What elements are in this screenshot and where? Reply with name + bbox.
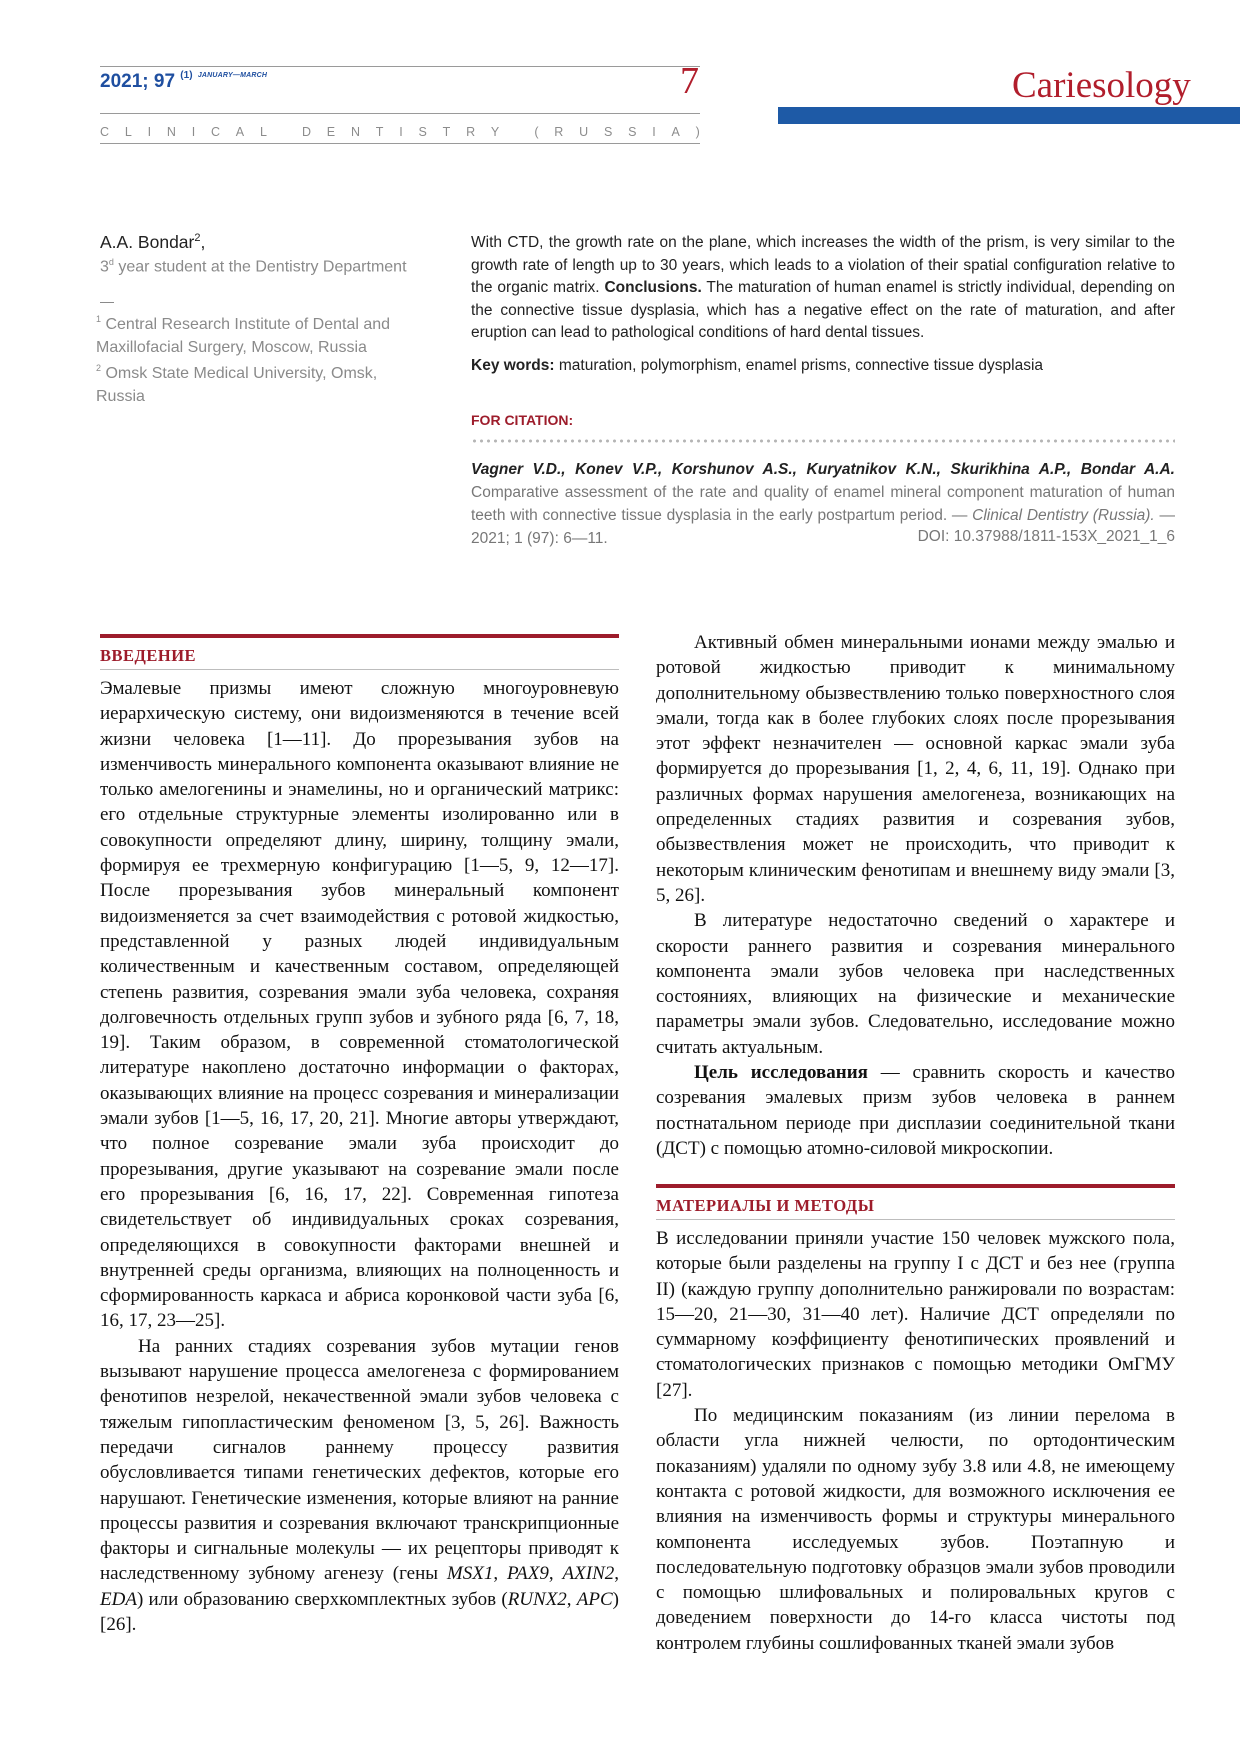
- gene-sep-2: ,: [548, 1563, 563, 1585]
- keywords-text: maturation, polymorphism, enamel prisms, connective tissue dysplasia: [554, 357, 1044, 374]
- citation-doi-line: [471, 528, 1175, 546]
- journal-letter: N: [350, 125, 360, 139]
- section-color-bar: [778, 107, 1240, 124]
- intro-paragraph-1: Эмалевые призмы имеют сложную многоуровневую иерархическую систему, они видоизменяются в течение всей жизни человека [1—11]. До прорезывания зубов на изменчивость минерального компонента оказывают влияние не только амелогенины и энамелины, но и органический матрикс: его отдельные структурные элементы изолированно или в совокупности определяют длину, ширину, толщину эмали, формируя ее трехмерную конфигурацию [1—5, 9, 12—17]. После прорезывания зубов минеральный компонент видоизменяется за счет взаимодействия с ротовой жидкостью, представленной у разных людей индивидуальным количественным и качественным составом, определяющей степень развития, созревания эмали зуба человека, сохраняя долговечность отдельных групп зубов и зубного ряда [6, 7, 18, 19]. Таким образом, в современной стоматологической литературе накоплено достаточно информации о факторах, оказывающих влияние на процесс созревания и минерализации эмали зубов [1—5, 16, 17, 20, 21]. Многие авторы утверждают, что полное созревание эмали зуба происходит до прорезывания, другие указывают на созревание эмали после его прорезывания [6, 16, 17, 22]. Современная гипотеза свидетельствует об индивидуальных сроках созревания, определяющихся в совокупности факторами внешней и внутренней среды организма, влияющих на полноценность и сформированность каркаса и абриса коронковой части зуба [6, 16, 17, 23—25].: [100, 678, 619, 1332]
- right-column: [656, 630, 1175, 1161]
- aim-paragraph: [656, 1060, 1175, 1161]
- affiliation-1-sup: 1: [96, 314, 102, 324]
- gene-runx2: RUNX2: [507, 1588, 567, 1610]
- aim-text: — сравнить скорость и качество созревания эмалевых призм зубов человека в раннем постнатальном периоде при дисплазии соединительной ткани (ДСТ) с помощью атомно-силовой микроскопии.: [656, 1062, 1175, 1159]
- journal-letter: [515, 125, 518, 139]
- gene-apc: APC: [576, 1588, 613, 1610]
- journal-letter: I: [399, 125, 403, 139]
- methods-column: [656, 1226, 1175, 1656]
- header-bottom-rule: [100, 143, 700, 144]
- journal-letter: R: [466, 125, 476, 139]
- page-number: 7: [680, 60, 699, 102]
- affiliation-2: [96, 357, 426, 408]
- citation-dotted-divider: [471, 439, 1175, 443]
- journal-letter: (: [534, 125, 539, 139]
- methods-heading-rule: [656, 1184, 1175, 1188]
- methods-heading: МАТЕРИАЛЫ И МЕТОДЫ: [656, 1196, 875, 1215]
- gene-pax9: PAX9: [507, 1563, 549, 1585]
- journal-letter: T: [442, 125, 451, 139]
- affiliation-1: [96, 308, 426, 359]
- gene-eda: EDA: [100, 1588, 137, 1610]
- author-name-sup: 2: [194, 232, 201, 245]
- journal-letter: S: [418, 125, 427, 139]
- affiliation-1-text: Central Research Institute of Dental and Maxillofacial Surgery, Moscow, Russia: [96, 316, 391, 356]
- intro-paragraph-2-c: ) [26].: [100, 1588, 619, 1635]
- journal-letter: L: [124, 125, 132, 139]
- intro-paragraph-2-a: На ранних стадиях созревания зубов мутации генов вызывают нарушение процесса амелогенеза с формированием фенотипов незрелой, некачественной эмали зубов человека с тяжелым гипопластическим феноменом [3, 5, 26]. Важность передачи сигналов раннему процессу развития обусловливается типами генетических дефектов, которые его нарушают. Генетические изменения, которые влияют на ранние процессы развития и созревания включают транскрипционные факторы и сигнальные молекулы — их рецепторы приводят к наследственному зубному агенезу (гены: [100, 1335, 619, 1585]
- author-role-text: year student at the Dentistry Department: [113, 258, 407, 276]
- affiliation-2-sup: 2: [96, 363, 102, 373]
- conclusions-label: Conclusions.: [604, 279, 702, 296]
- journal-letter: T: [375, 125, 384, 139]
- issue-label: [100, 70, 267, 93]
- section-title: Cariesology: [1012, 65, 1191, 106]
- journal-letter: E: [326, 125, 336, 139]
- journal-letter: A: [671, 125, 680, 139]
- journal-letter: I: [191, 125, 196, 139]
- journal-letter: Y: [490, 125, 500, 139]
- author-name: A.A. Bondar$^2$,: [100, 232, 206, 252]
- affiliations-rule: [100, 302, 114, 303]
- header-mid-rule: [100, 113, 700, 114]
- left-column: [100, 676, 619, 1637]
- intro-heading: ВВЕДЕНИЕ: [100, 646, 197, 665]
- abstract: [471, 232, 1175, 345]
- citation-heading: FOR CITATION:: [471, 412, 574, 428]
- keywords-label: Key words:: [471, 357, 555, 374]
- journal-letter: I: [147, 125, 152, 139]
- journal-letter: N: [166, 125, 176, 139]
- journal-letter: S: [603, 125, 613, 139]
- keywords: [471, 357, 1043, 375]
- affiliation-2-text: Omsk State Medical University, Omsk, Russia: [96, 365, 378, 405]
- citation-authors: Vagner V.D., Konev V.P., Korshunov A.S., Kuryatnikov K.N., Skurikhina A.P., Bondar A.A.: [471, 461, 1175, 478]
- author-role: 3$^d$ year student at the Dentistry Department: [100, 257, 407, 276]
- journal-letter: ): [695, 125, 700, 139]
- gene-sep-3: ,: [614, 1563, 620, 1585]
- issue-months: JANUARY—MARCH: [197, 72, 268, 79]
- right-paragraph-1: Активный обмен минеральными ионами между эмалью и ротовой жидкостью приводит к минимальному дополнительному обызвествлению только поверхностного слоя эмали, тогда как в более глубоких слоях после прорезывания этот эффект незначителен — основной каркас эмали зуба формируется до прорезывания [1, 2, 4, 6, 11, 19]. Однако при различных формах нарушения амелогенеза, возникающих на определенных стадиях развития и созревания зубов, обызвествления может не происходить, что приводит к некоторым клиническим фенотипам и внешнему виду эмали [3, 5, 26].: [656, 632, 1175, 906]
- citation-doi: DOI: 10.37988/1811-153X_2021_1_6: [917, 528, 1175, 545]
- intro-paragraph-2-b: ) или образованию сверхкомплектных зубов (: [136, 1588, 508, 1610]
- methods-paragraph-1: В исследовании приняли участие 150 человек мужского пола, которые были разделены на группу I с ДСТ и без нее (группа II) (каждую группу дополнительно ранжировали по возрастам: 15—20, 21—30, 31—40 лет). Наличие ДСТ определяли по суммарному коэффициенту фенотипических проявлений и стоматологических признаков с помощью методики ОмГМУ [27].: [656, 1228, 1175, 1401]
- right-paragraph-2: В литературе недостаточно сведений о характере и скорости раннего развития и созревания минерального компонента эмали зубов человека при наследственных состояниях, влияющих на физические и механические параметры эмали зубов. Следовательно, исследование можно считать актуальным.: [656, 910, 1175, 1058]
- intro-heading-rule: [100, 634, 619, 638]
- author-role-sup: d: [108, 257, 114, 267]
- methods-heading-underline: [656, 1219, 1175, 1220]
- journal-letter: C: [100, 125, 110, 139]
- journal-letter: U: [579, 125, 589, 139]
- issue-number: (1): [180, 70, 193, 81]
- journal-letter: C: [210, 125, 220, 139]
- intro-paragraph-2: [100, 1334, 619, 1638]
- citation-text: Comparative assessment of the rate and quality of enamel mineral component maturation of human teeth with connective tissue dysplasia in the early postpartum period. —: [471, 484, 1175, 524]
- journal-letter: S: [628, 125, 637, 139]
- gene-axin2: AXIN2: [562, 1563, 615, 1585]
- aim-label: Цель исследования: [694, 1062, 868, 1084]
- gene-sep-1: ,: [493, 1563, 508, 1585]
- journal-letter: I: [652, 125, 656, 139]
- conclusions-text: The maturation of human enamel is strictly individual, depending on the connective tissue dysplasia, which has a negative effect on the rate of maturation, and after eruption can lead to pathological conditions of hard dental tissues.: [471, 279, 1175, 341]
- intro-heading-underline: [100, 669, 619, 670]
- gene-sep-4: ,: [566, 1588, 577, 1610]
- header-top-rule: [100, 66, 700, 67]
- abstract-text: With CTD, the growth rate on the plane, which increases the width of the prism, is very similar to the growth rate of length up to 30 years, which leads to a violation of their spatial configuration relative to the organic matrix.: [471, 234, 1175, 296]
- citation-journal: Clinical Dentistry (Russia).: [972, 507, 1155, 524]
- journal-letter: D: [301, 125, 311, 139]
- citation-tail: — 2021; 1 (97): 6—11.: [471, 507, 1175, 547]
- issue-year-volume: 2021; 97: [100, 71, 176, 92]
- journal-letter: A: [235, 125, 245, 139]
- journal-letter: R: [554, 125, 564, 139]
- journal-name: [100, 125, 700, 139]
- journal-letter: [283, 125, 286, 139]
- journal-letter: L: [259, 125, 267, 139]
- author-name-text: A.A. Bondar: [100, 232, 195, 252]
- methods-paragraph-2: По медицинским показаниям (из линии перелома в области угла нижней челюсти, по ортодонтическим показаниям) удаляли по одному зубу 3.8 или 4.8, не имеющему контакта с ротовой жидкости, для возможного исключения ее влияния на изменчивость формы и структуры минерального компонента исследуемых зубов. Поэтапную и последовательную подготовку образцов эмали зубов проводили с помощью шлифовальных и полировальных кругов с доведением поверхности до 14-го класса чистоты под контролем глубины сошлифованных тканей эмали зубов: [656, 1405, 1175, 1654]
- gene-msx1: MSX1: [446, 1563, 494, 1585]
